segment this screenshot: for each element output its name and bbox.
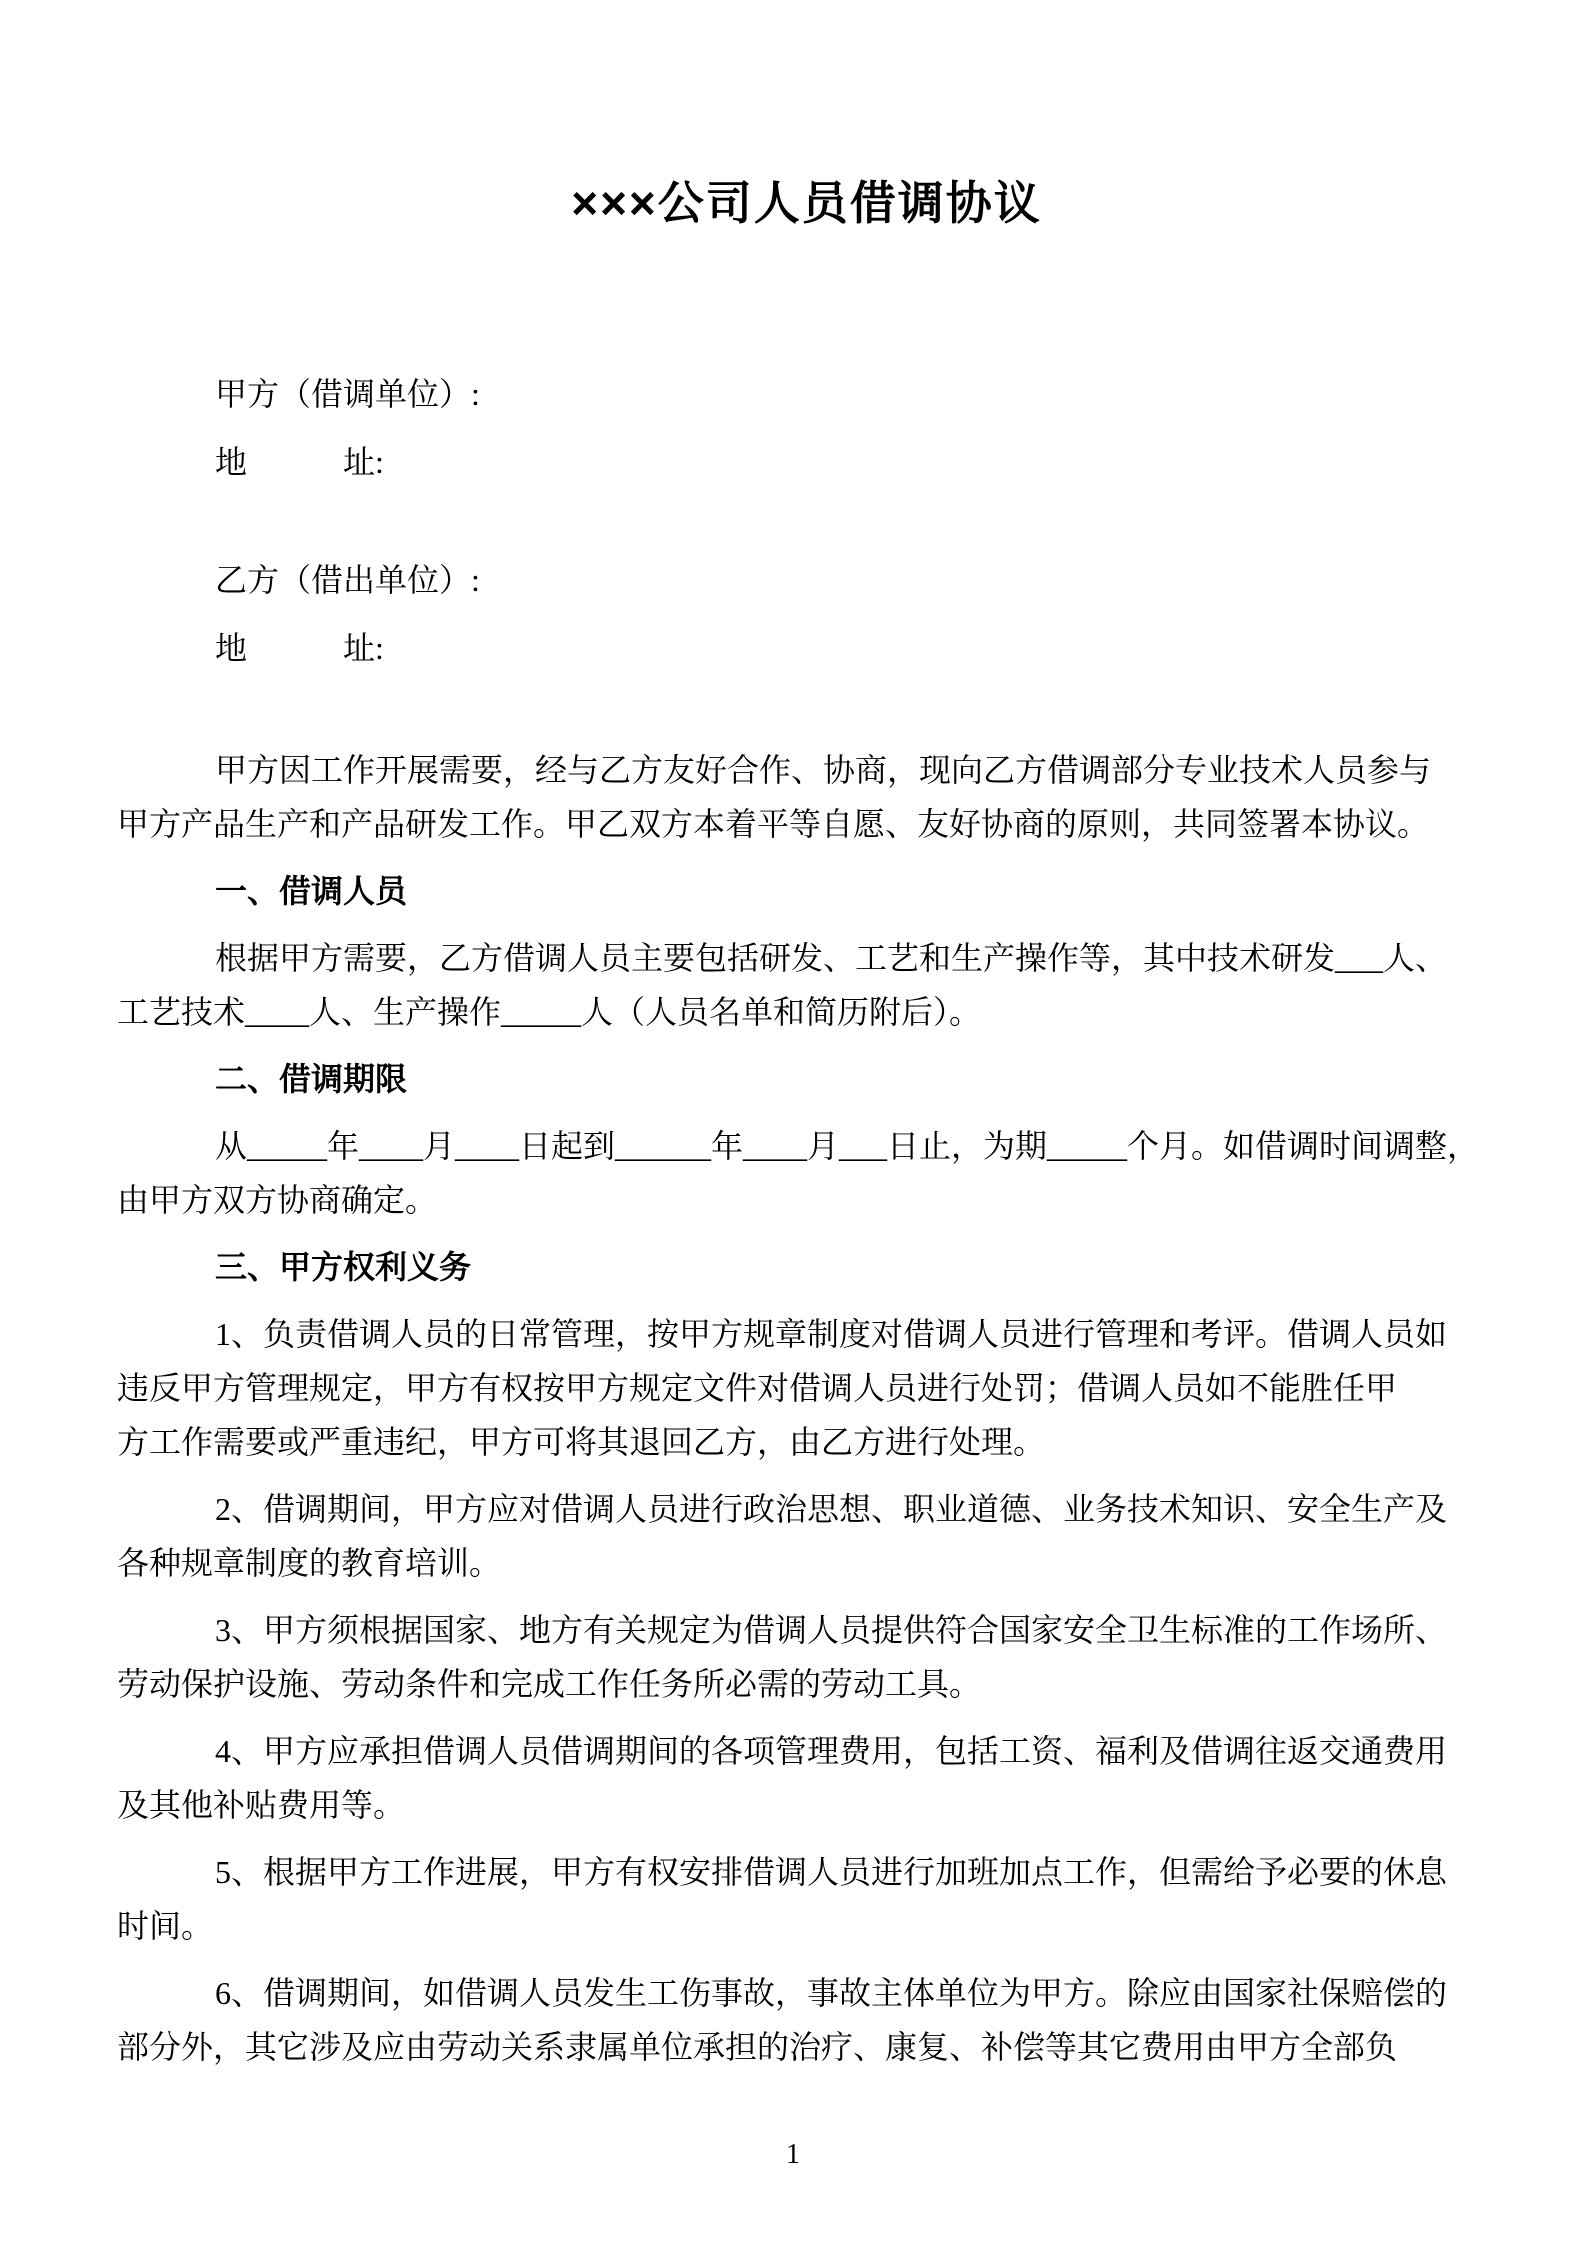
section-3-item-1 (117, 1307, 1496, 1469)
section-2-line-1: 从_____年____月____日起到______年____月___日止，为期_____个月。如借调时间调整， (215, 1128, 1480, 1164)
item-2-line-1: 2、借调期间，甲方应对借调人员进行政治思想、职业道德、业务技术知识、安全生产及 (215, 1491, 1448, 1527)
section-3-heading: 三、甲方权利义务 (215, 1249, 472, 1285)
item-4-line-2: 及其他补贴费用等。 (117, 1787, 406, 1823)
page-number: 1 (786, 2139, 800, 2170)
section-2-heading: 二、借调期限 (215, 1061, 408, 1097)
section-1-heading-block (117, 864, 1496, 918)
party-a-block (117, 360, 1496, 496)
intro-line-1: 甲方因工作开展需要，经与乙方友好合作、协商，现向乙方借调部分专业技术人员参与 (215, 752, 1432, 788)
section-1-line-2: 工艺技术____人、生产操作_____人（人员名单和简历附后）。 (117, 994, 982, 1030)
item-3-line-1: 3、甲方须根据国家、地方有关规定为借调人员提供符合国家安全卫生标准的工作场所、 (215, 1612, 1448, 1648)
item-3-line-2: 劳动保护设施、劳动条件和完成工作任务所必需的劳动工具。 (117, 1666, 982, 1702)
intro-paragraph (117, 743, 1496, 851)
item-1-line-1: 1、负责借调人员的日常管理，按甲方规章制度对借调人员进行管理和考评。借调人员如 (215, 1316, 1448, 1352)
item-1-line-2: 违反甲方管理规定，甲方有权按甲方规定文件对借调人员进行处罚；借调人员如不能胜任甲 (117, 1370, 1398, 1406)
intro-line-2: 甲方产品生产和产品研发工作。甲乙双方本着平等自愿、友好协商的原则，共同签署本协议。 (117, 806, 1430, 842)
section-1-heading: 一、借调人员 (215, 873, 408, 909)
item-5-line-1: 5、根据甲方工作进展，甲方有权安排借调人员进行加班加点工作，但需给予必要的休息 (215, 1854, 1448, 1890)
item-4-line-1: 4、甲方应承担借调人员借调期间的各项管理费用，包括工资、福利及借调往返交通费用 (215, 1733, 1448, 1769)
item-5-line-2: 时间。 (117, 1908, 214, 1944)
section-3-item-6 (117, 1966, 1496, 2074)
section-3-item-3 (117, 1603, 1496, 1711)
party-b-block (117, 546, 1496, 682)
section-2-heading-block (117, 1052, 1496, 1106)
party-a-label: 甲方（借调单位）: (215, 376, 480, 412)
section-3-item-4 (117, 1724, 1496, 1832)
party-b-label: 乙方（借出单位）: (215, 562, 480, 598)
section-2-line-2: 由甲方双方协商确定。 (117, 1182, 438, 1218)
section-3-item-5 (117, 1845, 1496, 1953)
item-6-line-1: 6、借调期间，如借调人员发生工伤事故，事故主体单位为甲方。除应由国家社保赔偿的 (215, 1975, 1448, 2011)
item-1-line-3: 方工作需要或严重违纪，甲方可将其退回乙方，由乙方进行处理。 (117, 1424, 1046, 1460)
document-content (0, 172, 1586, 2074)
section-3-item-2 (117, 1482, 1496, 1590)
section-2-paragraph (117, 1119, 1496, 1227)
party-b-address-label: 地 址: (215, 630, 384, 666)
item-6-line-2: 部分外，其它涉及应由劳动关系隶属单位承担的治疗、康复、补偿等其它费用由甲方全部负 (117, 2029, 1398, 2065)
section-1-paragraph (117, 931, 1496, 1039)
party-a-address-label: 地 址: (215, 444, 384, 480)
item-2-line-2: 各种规章制度的教育培训。 (117, 1545, 502, 1581)
document-title: ×××公司人员借调协议 (571, 177, 1042, 229)
section-1-line-1: 根据甲方需要，乙方借调人员主要包括研发、工艺和生产操作等，其中技术研发___人、 (215, 940, 1448, 976)
section-3-heading-block (117, 1240, 1496, 1294)
